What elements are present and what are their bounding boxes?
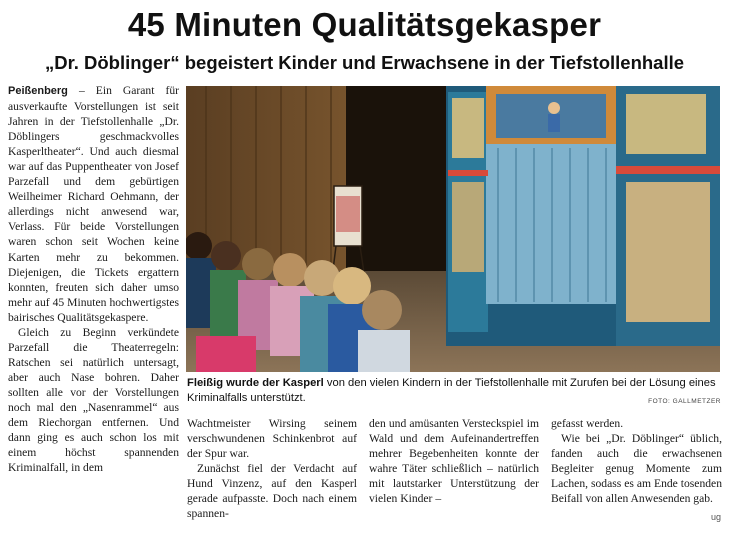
article-paragraph: Wie bei „Dr. Döblinger“ üblich, fanden auch die erwachsenen Begleiter genug Momente zum Lachen, sodass es am Ende tosenden Beifall von allen Anwesenden gab.: [551, 432, 722, 506]
caption-text: von den vielen Kindern in der Tiefstollenhalle mit Zurufen bei der Lösung eines Kriminalfalls unterstützt.: [187, 377, 716, 404]
article-subheadline: „Dr. Döblinger“ begeistert Kinder und Erwachsene in der Tiefstollenhalle: [44, 52, 685, 73]
article-column-1: [8, 83, 179, 475]
article-photo: [186, 86, 720, 372]
article-paragraph: gefasst werden.: [551, 417, 624, 430]
article-paragraph: Zunächst fiel der Verdacht auf Hund Vinzenz, auf den Kasperl gerade aufpasste. Doch nach einem spannen-: [187, 462, 357, 521]
author-initials: ug: [710, 512, 721, 522]
photo-caption: [187, 376, 721, 405]
article-headline: 45 Minuten Qualitätsgekasper: [127, 6, 602, 43]
article-column-2: [187, 416, 357, 521]
caption-lead: Fleißig wurde der Kasperl: [187, 377, 324, 389]
puppet-theater-photo: [186, 86, 720, 372]
article-paragraph: Wachtmeister Wirsing seinem verschwundenen Schinkenbrot auf der Spur war.: [187, 417, 357, 461]
article-paragraph: [8, 83, 179, 325]
article-dateline: Peißenberg: [8, 85, 68, 97]
article-paragraph: den und amüsanten Versteckspiel im Wald und dem Aufeinandertreffen mehrer Begebenheiten konnte der wahre Täter schließlich – natürlich mit lautstarker Unterstützung der vielen Kinder –: [369, 417, 539, 506]
article-paragraph: Gleich zu Beginn verkündete Parzefall die Theaterregeln: Ratschen sei natürlich untersagt, aber auch Nase bohren. Daher sollten alle vor der Vorstellungen noch mal den „Nasenrammel“ aus dem Riechorgan entfernen. Und dann ging es auch schon los mit einem höchst spannenden Kriminalfall, in dem: [8, 325, 179, 475]
article-text: – Ein Garant für ausverkaufte Vorstellungen ist seit Jahren in der Tiefstollenhalle „Dr. Döblingers geschmackvolles Kasperltheater“. Und auch diesmal war auf das Puppentheater von Josef Parzefall und dem gebürtigen Weilheimer Richard Oehmann, der allerdings nicht anwesend war, Verlass. Für beide Vorstellungen waren schon seit Wochen keine Karten mehr zu bekommen. Diejenigen, die Tickets ergattern konnten, freuten sich daher umso mehr auf 45 Minuten hochwertigstes bairisches Qualitätsgekaspere.: [8, 84, 179, 324]
article-column-4: [551, 416, 722, 506]
photo-credit: FOTO: GALLMETZER: [648, 398, 721, 405]
article-column-3: [369, 416, 539, 506]
